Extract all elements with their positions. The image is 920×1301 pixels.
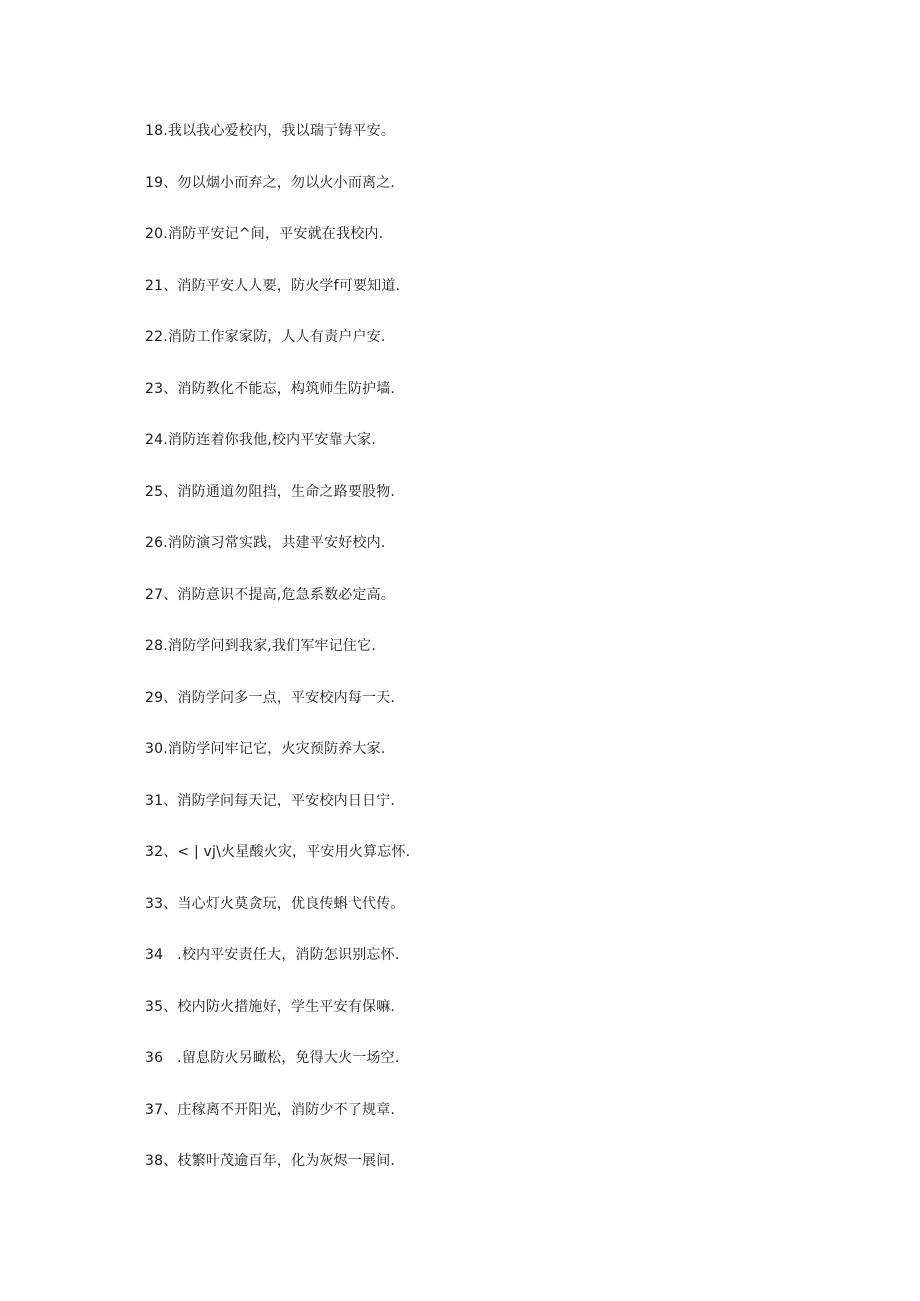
list-item: 30.消防学问牢记它，火灾预防养大家. xyxy=(145,741,386,757)
list-item: 23、消防教化不能忘，构筑师生防护墙. xyxy=(145,380,396,397)
list-item: 37、庄稼离不开阳光，消防少不了规章. xyxy=(145,1101,396,1118)
list-item: 35、校内防火措施好，学生平安有保嘛. xyxy=(145,998,396,1015)
list-item: 36 .留息防火另瞰松，免得大火一场空. xyxy=(145,1050,400,1066)
list-item: 21、消防平安人人要，防火学f可要知道. xyxy=(145,277,401,294)
slogan-list xyxy=(145,118,845,1200)
list-item: 26.消防演习常实践，共建平安好校内. xyxy=(145,535,386,551)
list-item: 34 .校内平安责任大，消防怎识别忘怀. xyxy=(145,947,400,963)
list-item: 18.我以我心爱校内，我以瑞亍铸平安。 xyxy=(145,123,396,139)
list-item: 24.消防连着你我他,校内平安靠大家. xyxy=(145,432,376,448)
list-item: 19、勿以烟小而弃之，勿以火小而离之. xyxy=(145,174,396,191)
list-item: 31、消防学问每天记，平安校内日日宁. xyxy=(145,792,396,809)
list-item: 25、消防通道勿阻挡，生命之路要股物. xyxy=(145,483,396,500)
list-item: 22.消防工作家家防，人人有责户户安. xyxy=(145,329,386,345)
list-item: 38、枝繁叶茂逾百年，化为灰烬一展间. xyxy=(145,1153,396,1169)
list-item: 27、消防意识不提高,危急系数必定高。 xyxy=(145,586,396,603)
list-item: 28.消防学问到我家,我们军牢记住它. xyxy=(145,638,376,654)
list-item: 33、当心灯火莫贪玩，优良传蝌弋代传。 xyxy=(145,895,405,912)
list-item: 20.消防平安记^间，平安就在我校内. xyxy=(145,226,384,242)
list-item: 32、< | vj\火星酸火灾，平安用火算忘怀. xyxy=(145,844,411,860)
list-item: 29、消防学问多一点，平安校内每一天. xyxy=(145,689,396,706)
